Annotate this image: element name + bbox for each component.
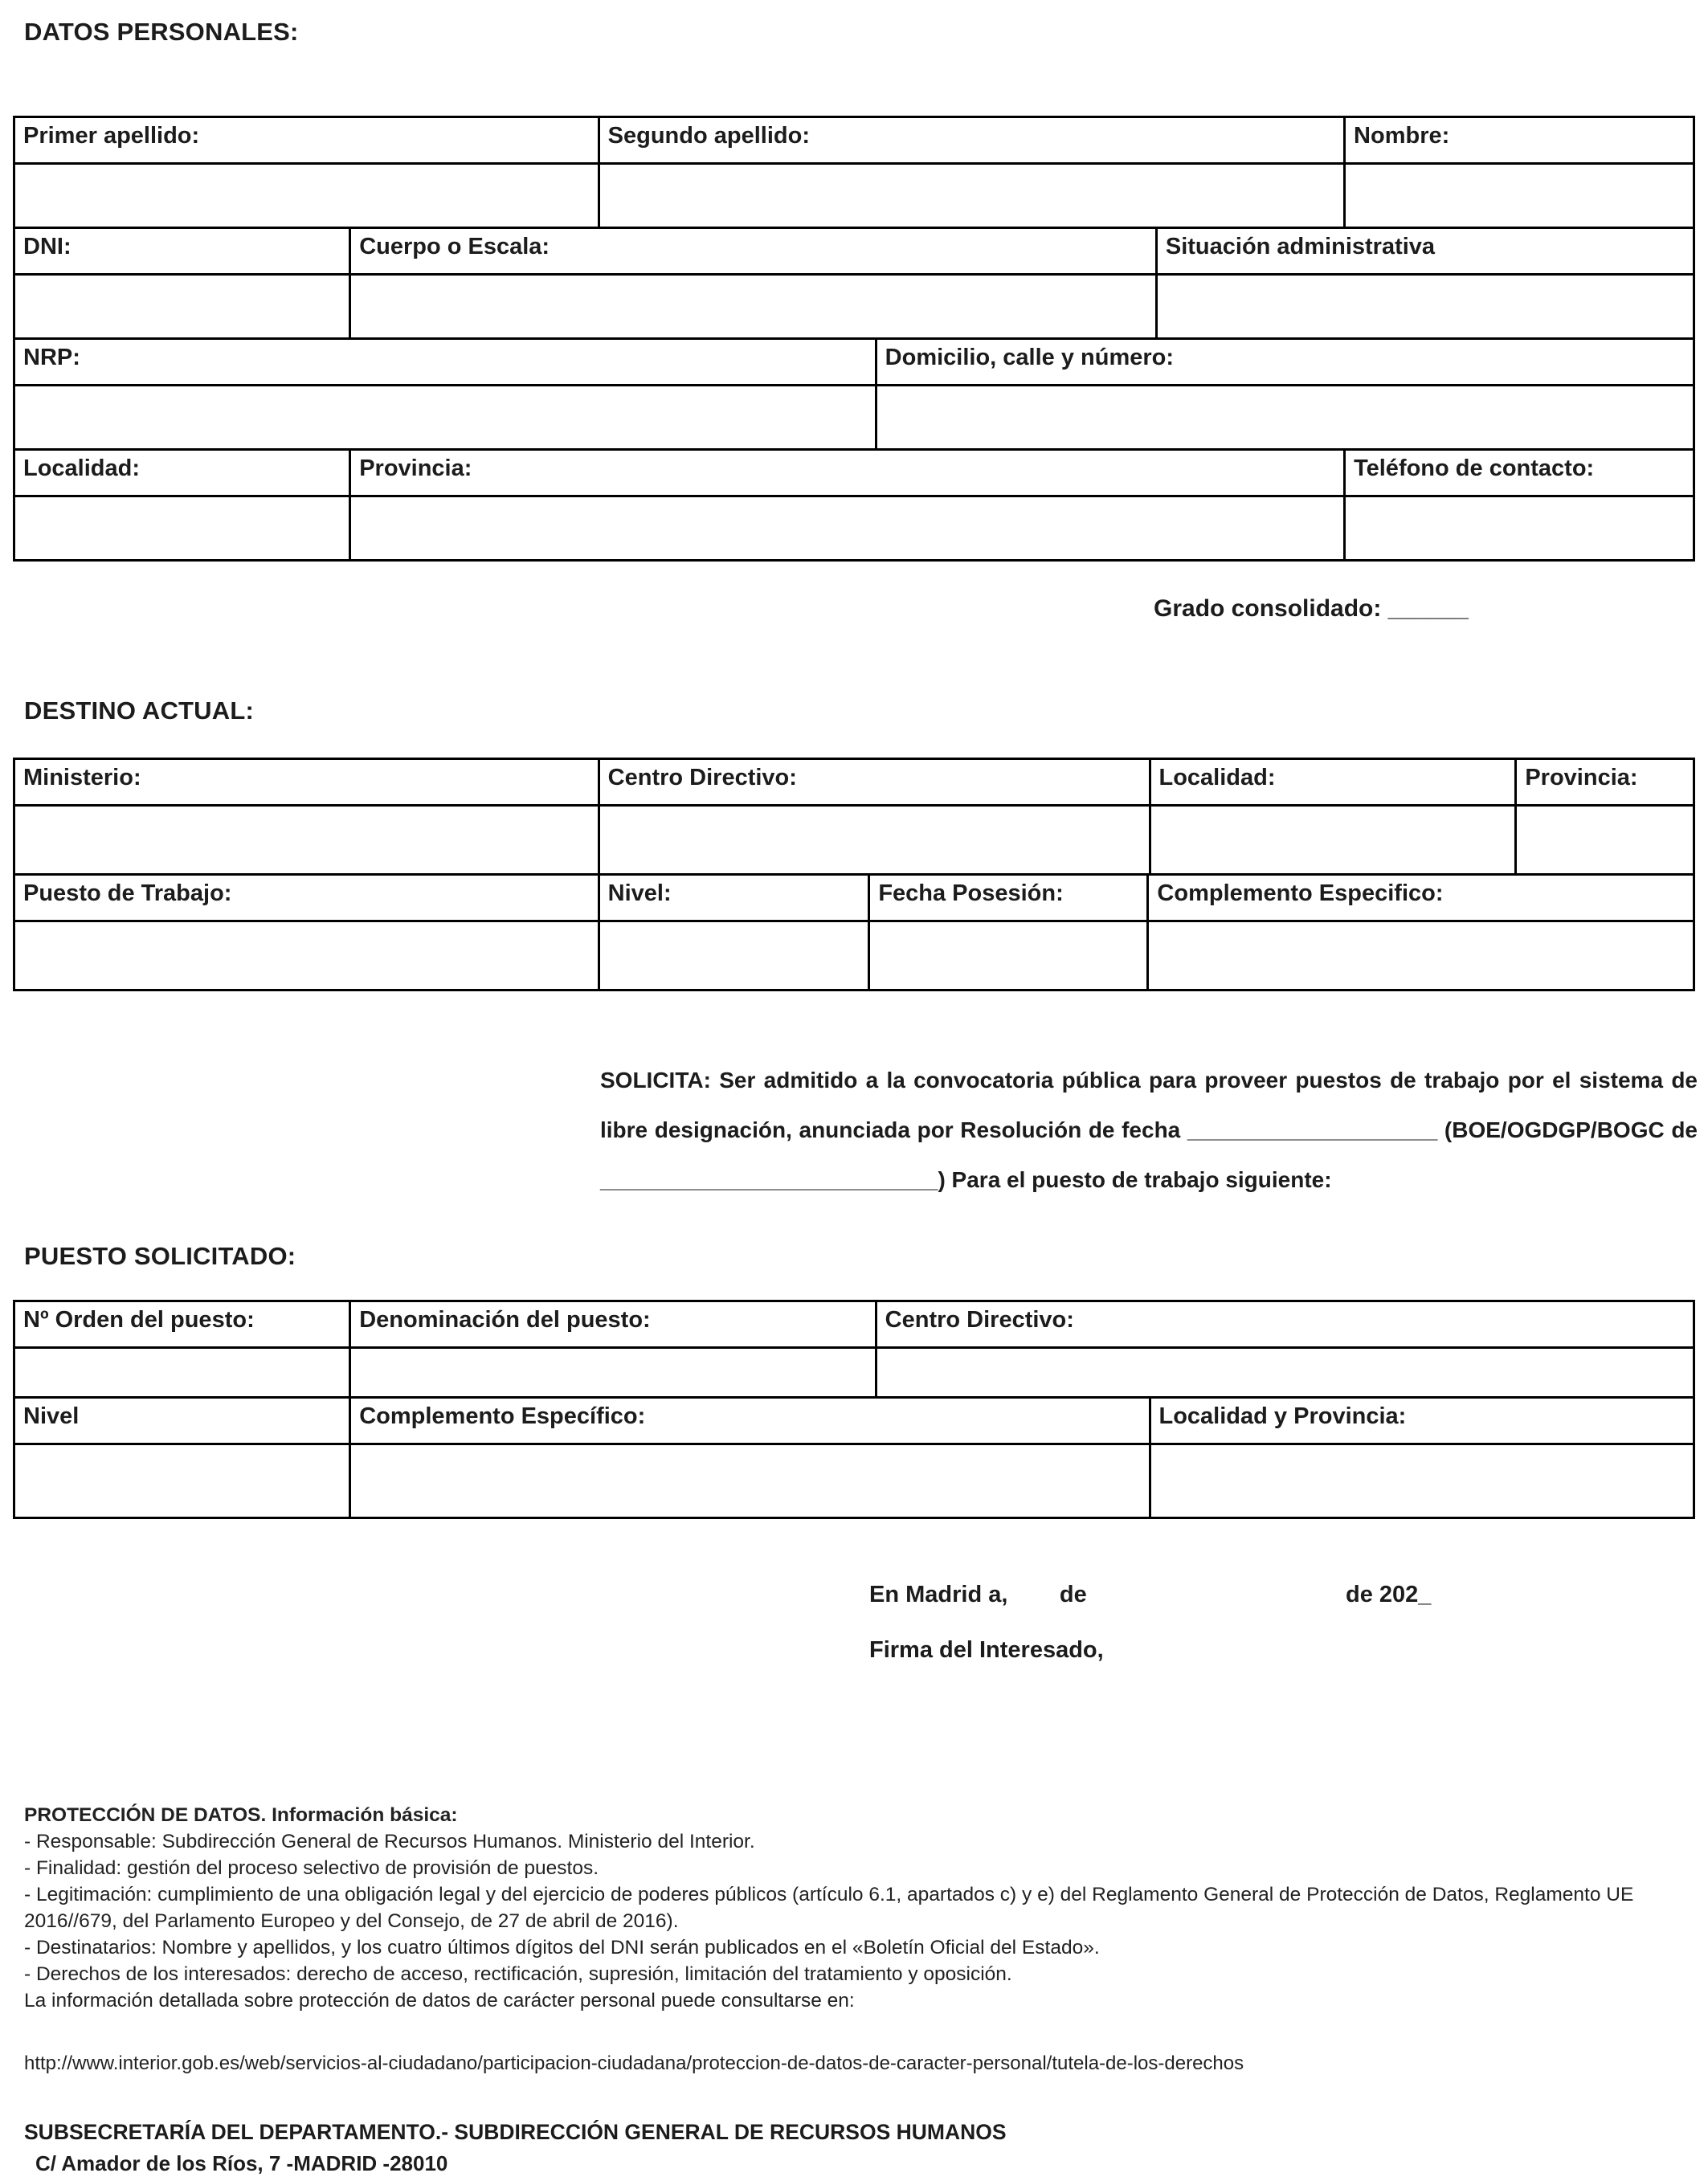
field-label-destino-provincia: Provincia: xyxy=(1516,759,1694,806)
field-label-nombre: Nombre: xyxy=(1345,117,1694,164)
field-label-puesto-centro-directivo: Centro Directivo: xyxy=(876,1301,1694,1348)
field-label-cuerpo-escala: Cuerpo o Escala: xyxy=(350,228,1157,275)
input-cell-cuerpo-escala[interactable] xyxy=(350,275,1157,339)
field-label-localidad-provincia: Localidad y Provincia: xyxy=(1150,1398,1694,1444)
section-heading-datos-personales: DATOS PERSONALES: xyxy=(24,18,299,46)
field-label-domicilio: Domicilio, calle y número: xyxy=(876,339,1694,386)
input-cell-nivel[interactable] xyxy=(599,921,869,990)
data-protection-line: - Derechos de los interesados: derecho de acceso, rectificación, supresión, limitación del tratamiento y oposición. xyxy=(24,1963,1012,1985)
field-label-ministerio: Ministerio: xyxy=(14,759,599,806)
data-protection-line: - Responsable: Subdirección General de Recursos Humanos. Ministerio del Interior. xyxy=(24,1831,755,1852)
data-protection-line: La información detallada sobre protección de datos de carácter personal puede consultarse en: xyxy=(24,1990,855,2012)
signature-label: Firma del Interesado, xyxy=(869,1637,1104,1663)
input-cell-destino-localidad[interactable] xyxy=(1150,806,1516,875)
field-label-primer-apellido: Primer apellido: xyxy=(14,117,599,164)
field-label-complemento-especifico: Complemento Especifico: xyxy=(1148,875,1694,921)
input-cell-destino-provincia[interactable] xyxy=(1516,806,1694,875)
section-heading-destino-actual: DESTINO ACTUAL: xyxy=(24,696,254,725)
input-cell-dni[interactable] xyxy=(14,275,350,339)
section-heading-puesto-solicitado: PUESTO SOLICITADO: xyxy=(24,1242,296,1270)
field-label-centro-directivo: Centro Directivo: xyxy=(599,759,1150,806)
form-table-datos-personales-band-3 xyxy=(13,337,1695,451)
field-label-dni: DNI: xyxy=(14,228,350,275)
input-cell-puesto-centro-directivo[interactable] xyxy=(876,1348,1694,1398)
form-table-datos-personales-band-4 xyxy=(13,448,1695,562)
input-cell-num-orden[interactable] xyxy=(14,1348,350,1398)
form-table-puesto-band-1 xyxy=(13,1300,1695,1399)
input-cell-ministerio[interactable] xyxy=(14,806,599,875)
input-cell-localidad[interactable] xyxy=(14,496,350,561)
form-table-datos-personales-band-2 xyxy=(13,227,1695,340)
field-label-puesto-nivel: Nivel xyxy=(14,1398,350,1444)
input-cell-situacion-administrativa[interactable] xyxy=(1156,275,1694,339)
data-protection-line: - Destinatarios: Nombre y apellidos, y los cuatro últimos dígitos del DNI serán publicados en el «Boletín Oficial del Estado». xyxy=(24,1937,1100,1958)
input-cell-denominacion[interactable] xyxy=(350,1348,876,1398)
field-label-segundo-apellido: Segundo apellido: xyxy=(599,117,1344,164)
solicita-paragraph: SOLICITA: Ser admitido a la convocatoria pública para proveer puestos de trabajo por el sistema de libre designación, anunciada por Resolución de fecha ____________________ (BOE/OGDGP/BOGC de ___________________________) Para el puesto de trabajo siguiente: xyxy=(600,1068,1698,1192)
data-protection-line: - Legitimación: cumplimiento de una obligación legal y del ejercicio de poderes públicos (artículo 6.1, apartados c) y e) del Reglamento General de Protección de Datos, Reglamento UE 2016//679, del Parlamento Europeo y del Consejo, de 27 de abril de 2016). xyxy=(24,1884,1634,1932)
input-cell-domicilio[interactable] xyxy=(876,386,1694,450)
grado-consolidado-label: Grado consolidado: ______ xyxy=(1154,595,1469,622)
input-cell-provincia[interactable] xyxy=(350,496,1345,561)
input-cell-primer-apellido[interactable] xyxy=(14,164,599,228)
field-label-denominacion: Denominación del puesto: xyxy=(350,1301,876,1348)
field-label-nrp: NRP: xyxy=(14,339,876,386)
form-table-destino-band-2 xyxy=(13,873,1695,991)
field-label-puesto-complemento: Complemento Específico: xyxy=(350,1398,1150,1444)
input-cell-nombre[interactable] xyxy=(1345,164,1694,228)
input-cell-segundo-apellido[interactable] xyxy=(599,164,1344,228)
input-cell-puesto-nivel[interactable] xyxy=(14,1444,350,1518)
input-cell-localidad-provincia[interactable] xyxy=(1150,1444,1694,1518)
input-cell-nrp[interactable] xyxy=(14,386,876,450)
data-protection-url: http://www.interior.gob.es/web/servicios-al-ciudadano/participacion-ciudadana/proteccion-de-datos-de-caracter-personal/tutela-de-los-derechos xyxy=(24,2052,1244,2074)
input-cell-complemento-especifico[interactable] xyxy=(1148,921,1694,990)
input-cell-telefono[interactable] xyxy=(1345,496,1694,561)
field-label-num-orden: Nº Orden del puesto: xyxy=(14,1301,350,1348)
field-label-situacion-administrativa: Situación administrativa xyxy=(1156,228,1694,275)
form-table-destino-band-1 xyxy=(13,758,1695,876)
data-protection-title: PROTECCIÓN DE DATOS. Información básica: xyxy=(24,1804,458,1826)
data-protection-line: - Finalidad: gestión del proceso selectivo de provisión de puestos. xyxy=(24,1857,599,1879)
field-label-puesto-trabajo: Puesto de Trabajo: xyxy=(14,875,599,921)
data-protection-block xyxy=(24,1802,1703,2014)
input-cell-centro-directivo[interactable] xyxy=(599,806,1150,875)
input-cell-fecha-posesion[interactable] xyxy=(869,921,1148,990)
input-cell-puesto-trabajo[interactable] xyxy=(14,921,599,990)
field-label-provincia: Provincia: xyxy=(350,450,1345,496)
date-line: En Madrid a, de de 202_ xyxy=(869,1582,1432,1607)
footer-address-line: C/ Amador de los Ríos, 7 -MADRID -28010 xyxy=(35,2151,448,2175)
field-label-destino-localidad: Localidad: xyxy=(1150,759,1516,806)
input-cell-puesto-complemento[interactable] xyxy=(350,1444,1150,1518)
field-label-fecha-posesion: Fecha Posesión: xyxy=(869,875,1148,921)
field-label-telefono: Teléfono de contacto: xyxy=(1345,450,1694,496)
form-table-datos-personales-band-1 xyxy=(13,116,1695,229)
footer-department-line: SUBSECRETARÍA DEL DEPARTAMENTO.- SUBDIRECCIÓN GENERAL DE RECURSOS HUMANOS xyxy=(24,2120,1007,2144)
form-table-puesto-band-2 xyxy=(13,1396,1695,1519)
field-label-localidad: Localidad: xyxy=(14,450,350,496)
field-label-nivel: Nivel: xyxy=(599,875,869,921)
